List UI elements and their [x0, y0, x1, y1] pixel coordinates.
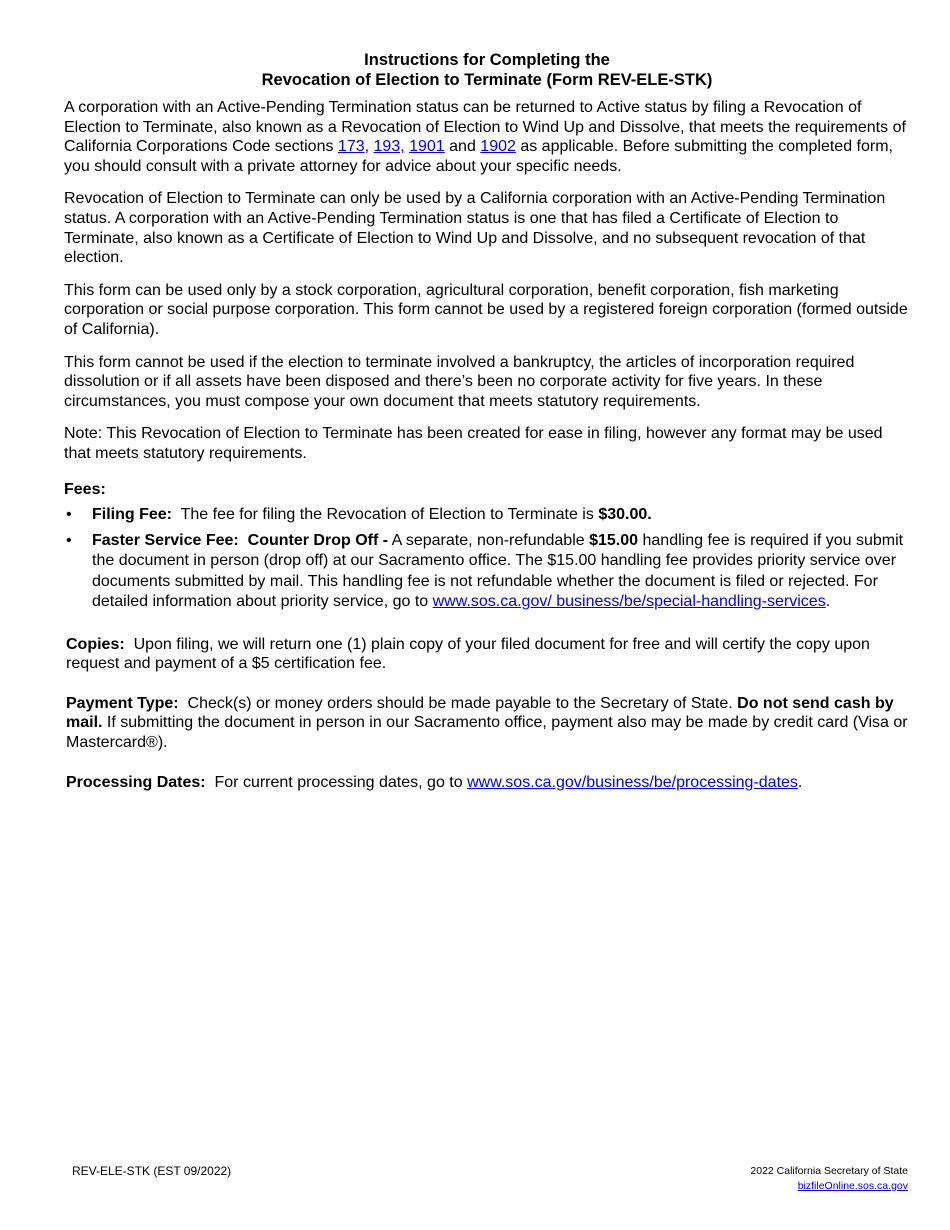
bullet-icon: •: [66, 506, 72, 524]
link-bizfile-online[interactable]: bizfileOnline.sos.ca.gov: [797, 1180, 908, 1192]
filing-fee-text: The fee for filing the Revocation of Election to Terminate is: [172, 506, 599, 524]
document-title: [64, 50, 910, 90]
intro-sep-3: and: [444, 138, 481, 156]
corporation-types-paragraph: This form can be used only by a stock corporation, agricultural corporation, benefit corporation, fish marketing corporation or social purpose corporation. This form cannot be used by a registered foreign corporation (formed outside of California).: [64, 281, 908, 338]
intro-sep-1: ,: [364, 138, 374, 156]
payment-warning: Do not send cash by mail.: [66, 694, 894, 732]
faster-service-amount: $15.00: [589, 531, 639, 549]
footer-right: [750, 1164, 908, 1194]
faster-service-text-2: handling fee is required if you submit the document in person (drop off) at our Sacramento office. The $15.00 handling fee provides priority service over documents submitted by mail. This handling fee is not refundable whether the document is filed or rejected. For detailed information about priority service, go to: [92, 531, 904, 611]
footer-form-id: REV-ELE-STK (EST 09/2022): [72, 1164, 232, 1178]
title-line-1: Instructions for Completing the: [364, 51, 610, 69]
faster-service-end: .: [825, 593, 831, 611]
link-special-handling-services[interactable]: www.sos.ca.gov/ business/be/special-handling-services: [432, 593, 826, 611]
copies-text: Upon filing, we will return one (1) plain copy of your filed document for free and will certify the copy upon request and payment of a $5 certification fee.: [66, 635, 875, 673]
link-section-1901[interactable]: 1901: [409, 138, 445, 156]
payment-text-2: If submitting the document in person in our Sacramento office, payment also may be made by credit card (Visa or Mastercard®).: [66, 714, 908, 751]
faster-service-label: Faster Service Fee: Counter Drop Off -: [92, 531, 389, 549]
copies-label: Copies:: [66, 635, 125, 653]
fees-heading: Fees:: [64, 480, 106, 498]
eligibility-paragraph: Revocation of Election to Terminate can only be used by a California corporation with an Active-Pending Termination status. A corporation with an Active-Pending Termination status is one that has filed a Certificate of Election to Terminate, also known as a Certificate of Election to Wind Up and Dissolve, and no subsequent revocation of that election.: [64, 190, 886, 267]
filing-fee-label: Filing Fee:: [92, 506, 172, 524]
title-line-2: Revocation of Election to Terminate (Form REV-ELE-STK): [261, 71, 713, 89]
filing-fee-amount: $30.00.: [598, 506, 652, 524]
restrictions-paragraph: This form cannot be used if the election to terminate involved a bankruptcy, the articles of incorporation required dissolution or if all assets have been disposed and there’s been no corporate activity for five years. In these circumstances, you must compose your own document that meets statutory requirements.: [64, 353, 855, 410]
bullet-icon: •: [66, 531, 72, 549]
instructions-document: [64, 50, 910, 805]
payment-paragraph: [66, 694, 910, 753]
processing-text: For current processing dates, go to: [205, 773, 468, 791]
processing-paragraph: [66, 773, 910, 793]
intro-text-after: as applicable. Before submitting the completed form, you should consult with a private attorney for advice about your specific needs.: [64, 138, 893, 175]
list-item-filing-fee: [66, 505, 910, 526]
fees-list: [64, 505, 910, 613]
intro-text-before: A corporation with an Active-Pending Termination status can be returned to Active status by filing a Revocation of Election to Terminate, also known as a Revocation of Election to Wind Up and Dissolve, that meets the requirements of California Corporations Code sections: [64, 99, 906, 156]
intro-paragraph: [64, 98, 910, 176]
link-section-173[interactable]: 173: [337, 138, 365, 156]
link-processing-dates[interactable]: www.sos.ca.gov/business/be/processing-dates: [467, 773, 798, 791]
payment-label: Payment Type:: [66, 694, 179, 712]
link-section-193[interactable]: 193,: [373, 138, 405, 156]
processing-label: Processing Dates:: [66, 773, 206, 791]
footer-copyright: 2022 California Secretary of State: [750, 1165, 908, 1177]
payment-text-1: Check(s) or money orders should be made payable to the Secretary of State.: [178, 694, 738, 712]
list-item-faster-service-fee: [66, 531, 910, 613]
processing-end: .: [797, 773, 803, 791]
link-section-1902[interactable]: 1902: [480, 138, 516, 156]
faster-service-text-1: A separate, non-refundable: [388, 531, 590, 549]
note-paragraph: Note: This Revocation of Election to Terminate has been created for ease in filing, however any format may be used that meets statutory requirements.: [64, 425, 883, 462]
copies-paragraph: [66, 635, 910, 674]
